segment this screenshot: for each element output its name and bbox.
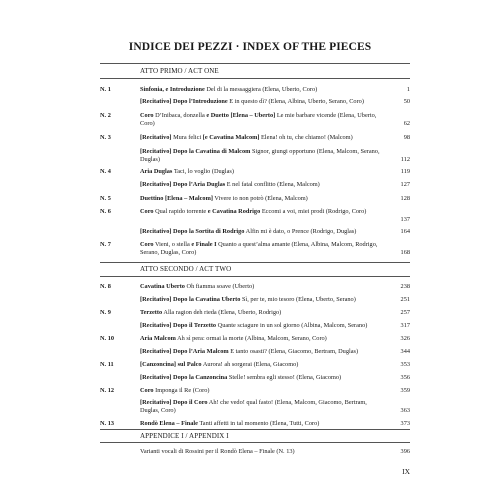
entry-description: E tanto osasti? (Elena, Giacomo, Bertram, Duglas) (230, 348, 359, 355)
entry-description: Oh fiamma soave (Uberto) (186, 283, 255, 290)
entry-page: 344 (400, 348, 410, 355)
entry-title: Coro (140, 241, 154, 248)
entry-title: Aria Duglas (140, 168, 173, 175)
entry-page: 317 (400, 322, 410, 329)
entry-page: 164 (400, 228, 410, 235)
entry-description: D’Inibaca, donzella (155, 112, 205, 119)
entry-title: Coro (140, 112, 154, 119)
entry-number: N. 6 (100, 208, 111, 215)
entry-description: Varianti vocali di Rossini per il Rondò Elena – Finale (N. 13) (140, 448, 295, 455)
entry-title: [Recitativo] Dopo l’Aria Malcom (140, 348, 229, 355)
entry-title: [Recitativo] (140, 134, 172, 141)
entry-page: 238 (400, 283, 410, 290)
entry-title: [Recitativo] Dopo la Cavatina Uberto (140, 296, 241, 303)
entry-description: Taci, lo voglio (Duglas) (173, 168, 234, 175)
section-heading-act-one: ATTO PRIMO / ACT ONE (140, 67, 219, 75)
entry-number: N. 2 (100, 112, 111, 119)
entry-description: Mura felici (173, 134, 202, 141)
section-rule (100, 262, 410, 263)
section-rule (100, 442, 410, 443)
entry-number: N. 3 (100, 134, 111, 141)
entry-page: 251 (400, 296, 410, 303)
entry-page: 373 (400, 420, 410, 427)
section-rule (100, 63, 410, 64)
entry-description-2: Quanto a quest’alma amante (Elena, Albina, Malcom, Rodrigo, Serano, Duglas, Coro) (140, 241, 378, 256)
entry-number: N. 5 (100, 195, 111, 202)
entry-page: 168 (400, 249, 410, 256)
entry-page: 326 (400, 335, 410, 342)
entry-title: Duettino [Elena – Malcom] (140, 195, 213, 202)
entry-description-2: Eccomi a voi, miei prodi (Rodrigo, Coro) (261, 208, 367, 215)
entry-page: 363 (400, 407, 410, 414)
entry-number: N. 12 (100, 387, 114, 394)
entry-description: Qual rapido torrente (155, 208, 207, 215)
entry-page: 127 (400, 181, 410, 188)
entry-title: [Recitativo] Dopo la Canzoncina (140, 374, 228, 381)
entry-title: [Recitativo] Dopo la Sortita di Rodrigo (140, 228, 245, 235)
entry-page: 359 (400, 387, 410, 394)
entry-description: Ah sì pera: ormai la morte (Albina, Malcom, Serano, Coro) (177, 335, 327, 342)
section-heading-act-two: ATTO SECONDO / ACT TWO (140, 265, 232, 273)
page-folio: IX (402, 467, 410, 476)
section-rule (100, 429, 410, 430)
entry-number: N. 4 (100, 168, 111, 175)
section-heading-appendix: APPENDICE I / APPENDIX I (140, 432, 229, 440)
entry-description: Aurora! ah sorgerai (Elena, Giacomo) (202, 361, 299, 368)
entry-description: Vieni, o stella (155, 241, 190, 248)
entry-title: Aria Malcom (140, 335, 176, 342)
entry-title: [Canzoncina] sul Palco (140, 361, 202, 368)
entry-page: 1 (406, 86, 410, 93)
entry-number: N. 10 (100, 335, 114, 342)
entry-title-2: e Duetto [Elena – Uberto] (206, 112, 276, 119)
entry-title: [Recitativo] Dopo il Terzetto (140, 322, 217, 329)
entry-title: Sinfonia, e Introduzione (140, 86, 205, 93)
entry-number: N. 7 (100, 241, 111, 248)
entry-description: Ah! che vedo! qual fasto! (Elena, Malcom, Giacomo, Bertram, Duglas, Coro) (140, 399, 367, 414)
section-rule (100, 276, 410, 277)
entry-number: N. 1 (100, 86, 111, 93)
entry-page: 50 (403, 98, 410, 105)
entry-title-2: e Cavatina Rodrigo (207, 208, 261, 215)
entry-page: 62 (403, 120, 410, 127)
entry-description: Stelle! sembra egli stesso! (Elena, Giacomo) (228, 374, 342, 381)
entry-page: 396 (400, 448, 410, 455)
entry-number: N. 8 (100, 283, 111, 290)
entry-description: Imponga il Re (Coro) (155, 387, 210, 394)
entry-description: Signor, giungi opportuno (Elena, Malcom, Serano, Duglas) (140, 148, 380, 163)
entry-title: [Recitativo] Dopo l’Aria Duglas (140, 181, 226, 188)
entry-number: N. 13 (100, 420, 114, 427)
entry-description: Tanti affetti in tal momento (Elena, Tutti, Coro) (199, 420, 320, 427)
entry-title: [Recitativo] Dopo la Cavatina di Malcom (140, 148, 251, 155)
entry-page: 112 (400, 156, 410, 163)
entry-title: [Recitativo] Dopo il Coro (140, 399, 208, 406)
section-rule (100, 78, 410, 79)
entry-page: 353 (400, 361, 410, 368)
entry-number: N. 11 (100, 361, 114, 368)
entry-description-2: Le mie barbare vicende (Elena, Uberto, Coro) (140, 112, 377, 127)
entry-title: Rondò Elena – Finale (140, 420, 198, 427)
entry-title: Terzetto (140, 309, 163, 316)
entry-number: N. 9 (100, 309, 111, 316)
entry-page: 137 (400, 216, 410, 223)
entry-description: Sì, per te, mio tesoro (Elena, Uberto, Serano) (241, 296, 356, 303)
entry-description: Del di la messaggiera (Elena, Uberto, Coro) (206, 86, 318, 93)
entry-page: 98 (403, 134, 410, 141)
entry-page: 356 (400, 374, 410, 381)
entry-description: E in questo dì? (Elena, Albina, Uberto, Serano, Coro) (229, 98, 364, 105)
entry-title: Cavatina Uberto (140, 283, 185, 290)
entry-description: Vivere io non potrò (Elena, Malcom) (214, 195, 308, 202)
entry-page: 257 (400, 309, 410, 316)
entry-description: Alla ragion deh rieda (Elena, Uberto, Rodrigo) (163, 309, 282, 316)
entry-page: 119 (400, 168, 410, 175)
entry-description-2: Elena! oh tu, che chiamo! (Malcom) (261, 134, 353, 141)
entry-page: 128 (400, 195, 410, 202)
entry-description: Alfin mi è dato, o Prence (Rodrigo, Duglas) (245, 228, 357, 235)
entry-title-2: [e Cavatina Malcom] (202, 134, 260, 141)
entry-description: Quante sciagure in un sol giorno (Albina, Malcom, Serano) (217, 322, 368, 329)
entry-description: E nel fatal conflitto (Elena, Malcom) (226, 181, 320, 188)
page-title: INDICE DEI PEZZI · INDEX OF THE PIECES (128, 41, 372, 53)
entry-title-2: e Finale I (191, 241, 217, 248)
entry-title: Coro (140, 208, 154, 215)
entry-title: [Recitativo] Dopo l’Introduzione (140, 98, 228, 105)
entry-title: Coro (140, 387, 154, 394)
